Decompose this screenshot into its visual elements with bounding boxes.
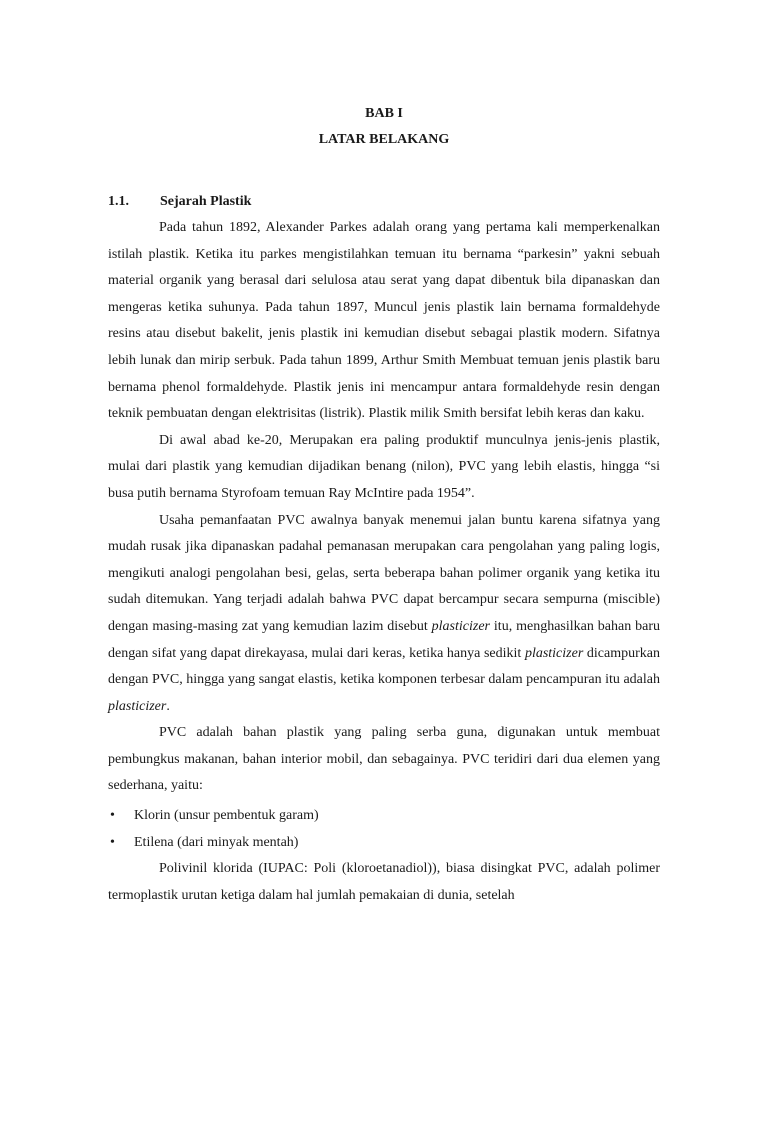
- chapter-title: LATAR BELAKANG: [318, 132, 450, 147]
- text-run: dicampurkan dengan PVC, hingga yang sangat elastis, ketika komponen terbesar dalam pencampuran itu adalah: [108, 645, 660, 688]
- paragraph-history-1: Pada tahun 1892, Alexander Parkes adalah orang yang pertama kali memperkenalkan istilah plastik. Ketika itu parkes mengistilahkan temuan itu bernama “parkesin” yakni sebuah material organik yang berasal dari selulosa atau serat yang dapat dibentuk bila dipanaskan dan mengeras ketika suhunya. Pada tahun 1897, Muncul jenis plastik lain bernama formaldehyde resins atau disebut bakelit, jenis plastik ini kemudian disebut sebagai plastik modern. Sifatnya lebih lunak dan mirip serbuk. Pada tahun 1899, Arthur Smith Membuat temuan jenis plastik baru bernama phenol formaldehyde. Plastik jenis ini mencampur antara formaldehyde resin dengan teknik pembuatan dengan elektrisitas (listrik). Plastik milik Smith bersifat lebih keras dan kaku.: [108, 220, 660, 422]
- list-item: [108, 829, 660, 856]
- list-item-text: Etilena (dari minyak mentah): [134, 835, 299, 851]
- italic-term: plasticizer: [108, 698, 167, 714]
- chapter-number: BAB I: [365, 106, 403, 121]
- bullet-marker: •: [110, 835, 115, 851]
- bullet-list: [108, 802, 660, 856]
- paragraph-pvc-usage: [108, 508, 660, 721]
- text-run: .: [166, 698, 170, 714]
- text-run: itu, menghasilkan bahan baru dengan sifat yang dapat direkayasa, mulai dari keras, ketika hanya sedikit: [108, 618, 661, 661]
- section-number: 1.1.: [108, 194, 129, 209]
- list-item: [108, 802, 660, 829]
- italic-term: plasticizer: [524, 645, 584, 661]
- paragraph-pvc-definition: PVC adalah bahan plastik yang paling serba guna, digunakan untuk membuat pembungkus makanan, bahan interior mobil, dan sebagainya. PVC teridiri dari dua elemen yang sederhana, yaitu:: [108, 725, 660, 794]
- text-run: Usaha pemanfaatan PVC awalnya banyak menemui jalan buntu karena sifatnya yang mudah rusak jika dipanaskan padahal pemanasan merupakan cara pengolahan yang paling logis, mengikuti analogi pengolahan besi, gelas, serta beberapa bahan polimer organik yang ketika itu sudah ditemukan. Yang terjadi adalah bahwa PVC dapat bercampur secara sempurna (miscible) dengan masing-masing zat yang kemudian lazim disebut: [108, 512, 660, 634]
- section-title: Sejarah Plastik: [160, 194, 252, 209]
- section-heading: [108, 189, 660, 215]
- paragraph-polyvinyl-chloride: Polivinil klorida (IUPAC: Poli (kloroetanadiol)), biasa disingkat PVC, adalah polimer termoplastik urutan ketiga dalam hal jumlah pemakaian di dunia, setelah: [108, 861, 660, 903]
- document-page: [0, 101, 768, 1125]
- document-body: [108, 215, 660, 909]
- paragraph-history-2: Di awal abad ke-20, Merupakan era paling produktif munculnya jenis-jenis plastik, mulai dari plastik yang kemudian dijadikan benang (nilon), PVC yang lebih elastis, hingga “si busa putih bernama Styrofoam temuan Ray McIntire pada 1954”.: [108, 432, 660, 501]
- italic-term: plasticizer: [431, 618, 490, 634]
- list-item-text: Klorin (unsur pembentuk garam): [134, 808, 319, 824]
- bullet-marker: •: [110, 808, 115, 824]
